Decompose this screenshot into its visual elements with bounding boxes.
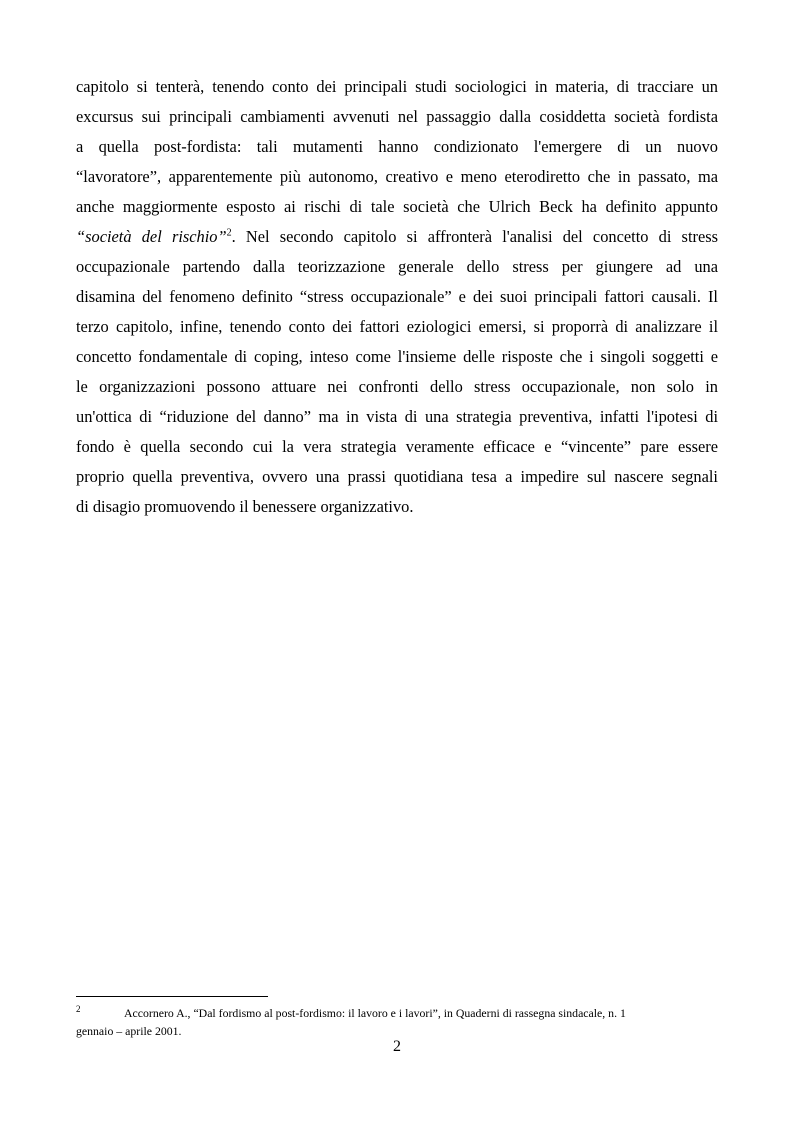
italic-quote: “società del rischio” <box>76 227 227 246</box>
footnote-reference[interactable]: 2 <box>226 227 232 239</box>
footnote-number: 2 <box>76 1004 81 1014</box>
body-line: disamina del fenomeno definito “stress occupazionale” e dei suoi principali fattori causali. Il <box>76 287 718 306</box>
body-line: excursus sui principali cambiamenti avvenuti nel passaggio dalla cosiddetta società fordista <box>76 107 718 126</box>
footnote <box>76 1004 718 1040</box>
footnote-separator <box>76 996 268 997</box>
body-line: fondo è quella secondo cui la vera strategia veramente efficace e “vincente” pare essere <box>76 437 718 456</box>
body-line-rest: . Nel secondo capitolo si affronterà l'analisi del concetto di stress <box>231 227 718 246</box>
body-line: concetto fondamentale di coping, inteso come l'insieme delle risposte che i singoli soggetti e <box>76 347 718 366</box>
body-line-last: di disagio promuovendo il benessere organizzativo. <box>76 497 414 516</box>
body-line: occupazionale partendo dalla teorizzazione generale dello stress per giungere ad una <box>76 257 718 276</box>
body-line: le organizzazioni possono attuare nei confronti dello stress occupazionale, non solo in <box>76 377 718 396</box>
footnote-text-line1: Accornero A., “Dal fordismo al post-fordismo: il lavoro e i lavori”, in Quaderni di rassegna sindacale, n. 1 <box>124 1006 626 1020</box>
page-number: 2 <box>393 1038 401 1055</box>
body-paragraph <box>76 72 718 522</box>
body-line: “lavoratore”, apparentemente più autonomo, creativo e meno eterodiretto che in passato, ma <box>76 167 718 186</box>
body-line-with-citation <box>76 222 718 252</box>
body-line: anche maggiormente esposto ai rischi di tale società che Ulrich Beck ha definito appunto <box>76 197 718 216</box>
body-line: un'ottica di “riduzione del danno” ma in vista di una strategia preventiva, infatti l'ipotesi di <box>76 407 718 426</box>
body-line: capitolo si tenterà, tenendo conto dei principali studi sociologici in materia, di tracciare un <box>76 77 718 96</box>
body-line: proprio quella preventiva, ovvero una prassi quotidiana tesa a impedire sul nascere segnali <box>76 467 718 486</box>
body-line: terzo capitolo, infine, tenendo conto dei fattori eziologici emersi, si proporrà di analizzare il <box>76 317 718 336</box>
footnote-text-line2: gennaio – aprile 2001. <box>76 1024 182 1038</box>
body-line: a quella post-fordista: tali mutamenti hanno condizionato l'emergere di un nuovo <box>76 137 718 156</box>
